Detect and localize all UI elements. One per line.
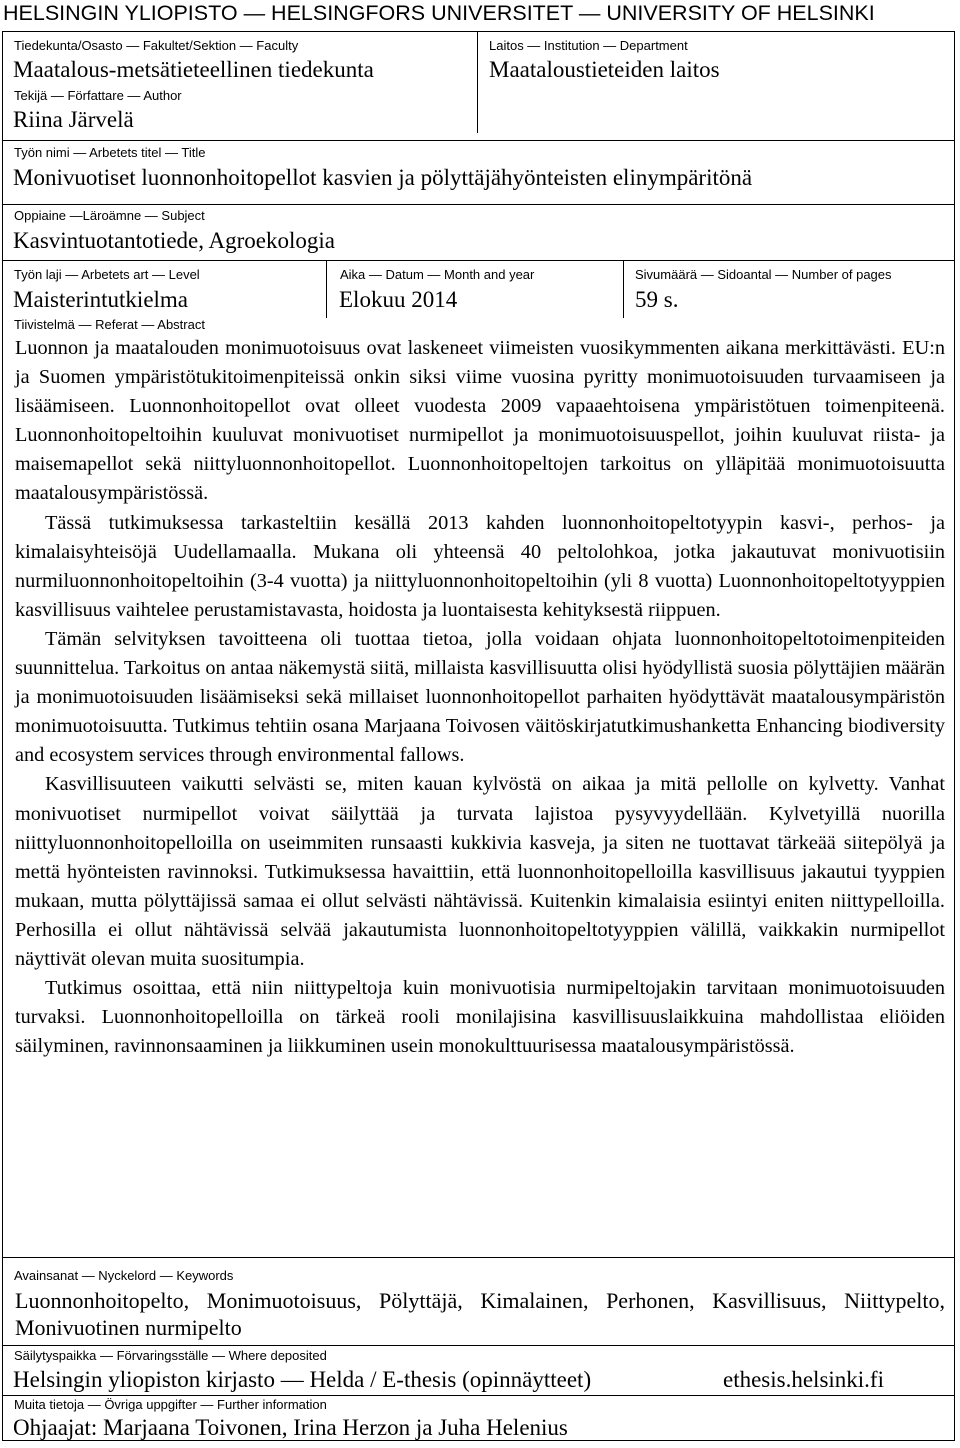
level-value: Maisterintutkielma: [13, 287, 189, 312]
divider-after-author: [3, 140, 954, 141]
abstract-paragraph: Luonnon ja maatalouden monimuotoisuus ovat laskeneet viimeisten vuosikymmenten aikana merkittävästi. EU:n ja Suomen ympäristötukitoimenpiteissä onkin siksi viime vuosina pyritty monimuotoisuuden turvaamiseen ja lisäämiseen. Luonnonhoitopellot ovat olleet vuodesta 2009 vapaaehtoisena ympäristötuen toimenpiteenä. Luonnonhoitopeltoihin kuuluvat monivuotiset nurmipellot ja monimuotoisuuspellot, joihin kuuluvat riista- ja maisemapellot sekä niittyluonnonhoitopellot. Luonnonhoitopeltojen tarkoitus on ylläpitää monimuotoisuutta maatalousympäristössä.: [15, 337, 945, 505]
abstract-paragraph: Tutkimus osoittaa, että niin niittypeltoja kuin monivuotisia nurmipeltojakin tarvitaan monimuotoisuuden turvaksi. Luonnonhoitopelloilla on tärkeä rooli monilajisina kasvillisuuslaikkuina mahdollistaa eliöiden säilyminen, ravinnonsaaminen ja liikkuminen usein monokulttuurisessa maatalousympäristössä.: [15, 977, 945, 1058]
faculty-value: Maatalous-metsätieteellinen tiedekunta: [13, 57, 374, 82]
pages-value: 59 s.: [635, 287, 679, 312]
further-info-label: Muita tietoja — Övriga uppgifter — Further information: [14, 1397, 327, 1412]
divider-level-date: [326, 261, 327, 318]
abstract-paragraph: Tämän selvityksen tavoitteena oli tuottaa tietoa, jolla voidaan ohjata luonnonhoitopeltotoimenpiteiden suunnittelua. Tarkoitus on antaa näkemystä siitä, millaista kasvillisuutta olisi hyödyllistä suosia pölyttäjien määrän ja monimuotoisuuden lisäämiseksi sekä millaiset luonnonhoitopellot parhaiten hyödyttävät maatalousympäristön monimuotoisuutta. Tutkimus tehtiin osana Marjaana Toivosen väitöskirjatutkimushanketta Enhancing biodiversity and ecosystem services through environmental fallows.: [15, 627, 945, 767]
date-value: Elokuu 2014: [339, 287, 458, 312]
divider-date-pages: [623, 261, 624, 318]
subject-value: Kasvintuotantotiede, Agroekologia: [13, 228, 335, 253]
pages-label: Sivumäärä — Sidoantal — Number of pages: [635, 267, 892, 282]
abstract-text: [15, 334, 945, 1061]
faculty-label: Tiedekunta/Osasto — Fakultet/Sektion — Faculty: [14, 38, 299, 53]
abstract-paragraph: Tässä tutkimuksessa tarkasteltiin kesällä 2013 kahden luonnonhoitopeltotyypin kasvi-, perhos- ja kimalaisyhteisöjä Uudellamaalla. Mukana oli yhteensä 40 peltolohkoa, jotka jakautuvat monivuotisiin nurmiluonnonhoitopeltoihin (3-4 vuotta) ja niittyluonnonhoitopeltoihin (yli 8 vuotta) Luonnonhoitopeltotyyppien kasvillisuus vaihtelee perustamistavasta, hoidosta ja luontaisesta kehityksestä riippuen.: [15, 511, 945, 621]
level-label: Työn laji — Arbetets art — Level: [14, 267, 200, 282]
divider-after-abstract: [3, 1257, 954, 1258]
subject-label: Oppiaine —Läroämne — Subject: [14, 208, 205, 223]
abstract-form: [2, 31, 955, 1441]
divider-after-title: [3, 204, 954, 205]
deposited-url: ethesis.helsinki.fi: [723, 1367, 884, 1392]
divider-faculty-department: [477, 32, 478, 133]
date-label: Aika — Datum — Month and year: [340, 267, 535, 282]
department-label: Laitos — Institution — Department: [489, 38, 688, 53]
title-label: Työn nimi — Arbetets titel — Title: [14, 145, 206, 160]
university-header: HELSINGIN YLIOPISTO — HELSINGFORS UNIVERSITET — UNIVERSITY OF HELSINKI: [3, 1, 875, 25]
abstract-label: Tiivistelmä — Referat — Abstract: [14, 317, 205, 332]
abstract-paragraph: Kasvillisuuteen vaikutti selvästi se, miten kauan kylvöstä on aikaa ja mitä pellolle on kylvetty. Vanhat monivuotiset nurmipellot voivat säilyttää ja turvata lajistoa pysyvyydellään. Kylvetyillä nuorilla niittyluonnonhoitopelloilla on useimmiten runsaasti kukkivia kasveja, ja siten ne tuottavat tärkeää siitepölyä ja mettä hyönteisten ravinnoksi. Tutkimuksessa havaittiin, että luonnonhoitopelloilla kasvillisuus jakautui tyyppien mukaan, mutta pölyttäjissä samaa ei ollut selvästi nähtävissä. Kuitenkin kimalaisia esiintyi eniten niittypelloilla. Perhosilla ei ollut nähtävissä selvää jakautumista luonnonhoitopeltotyyppien välillä, vaikkakin nurmipellot näyttivät olevan muita suositumpia.: [15, 773, 945, 970]
keywords-value: Luonnonhoitopelto, Monimuotoisuus, Pölyttäjä, Kimalainen, Perhonen, Kasvillisuus, Niittypelto, Monivuotinen nurmipelto: [15, 1288, 945, 1340]
keywords-label: Avainsanat — Nyckelord — Keywords: [14, 1268, 234, 1283]
deposited-label: Säilytyspaikka — Förvaringsställe — Where deposited: [14, 1348, 327, 1363]
divider-after-keywords: [3, 1345, 954, 1346]
divider-after-deposited: [3, 1395, 954, 1396]
department-value: Maataloustieteiden laitos: [489, 57, 720, 82]
author-label: Tekijä — Författare — Author: [14, 88, 182, 103]
thesis-title: Monivuotiset luonnonhoitopellot kasvien ja pölyttäjähyönteisten elinympäritönä: [13, 165, 753, 190]
divider-after-subject: [3, 260, 954, 261]
further-info-value: Ohjaajat: Marjaana Toivonen, Irina Herzon ja Juha Helenius: [13, 1415, 568, 1440]
deposited-value: Helsingin yliopiston kirjasto — Helda / E-thesis (opinnäytteet): [13, 1367, 592, 1392]
author-value: Riina Järvelä: [13, 107, 134, 132]
